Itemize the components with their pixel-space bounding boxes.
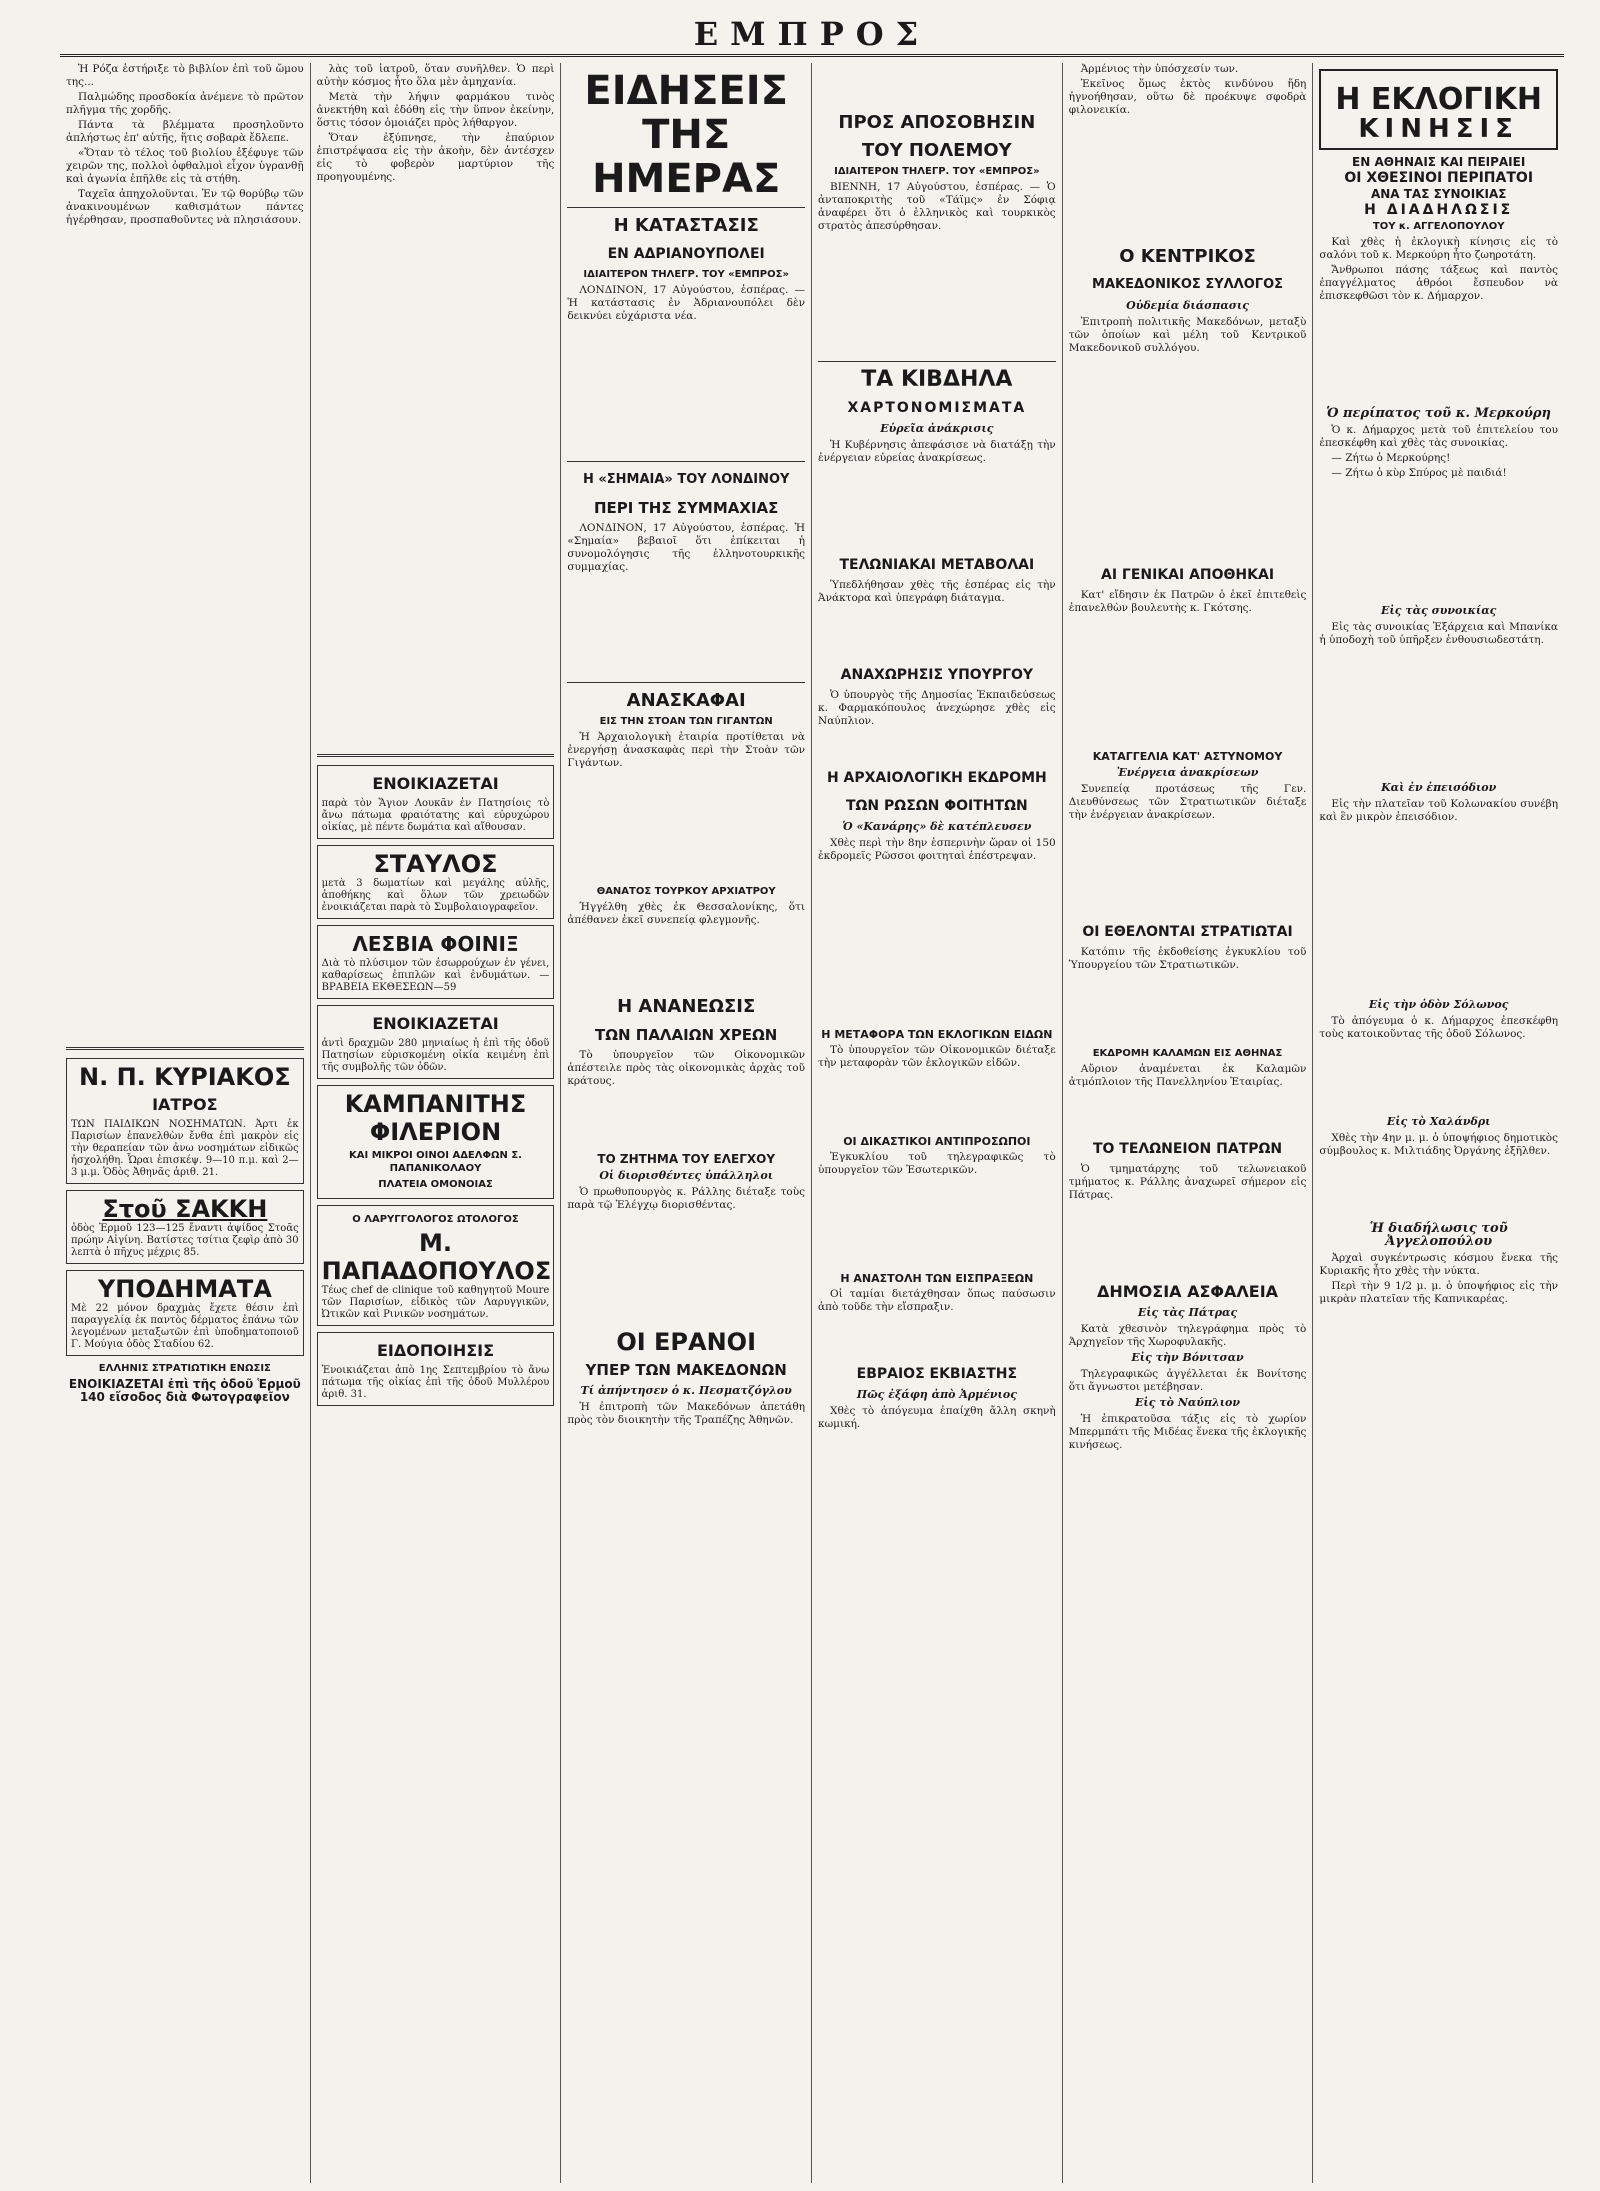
section-heading: ΤΟ ΖΗΤΗΜΑ ΤΟΥ ΕΛΕΓΧΟΥ (597, 1152, 776, 1166)
section-subheading: Εἰς τὰς συνοικίας (1380, 604, 1497, 617)
section-heading: ΔΗΜΟΣΙΑ ΑΣΦΑΛΕΙΑ (1096, 1282, 1279, 1301)
advert-lesvia (317, 925, 555, 999)
article-paragraph: Ὑπεδλήθησαν χθὲς τῆς ἐσπέρας εἰς τὴν Ἀνάκτορα καὶ ὑπεγράφη διάταγμα. (818, 579, 1056, 604)
article-paragraph: Ἐπιτροπὴ πολιτικῆς Μακεδόνων, μεταξὺ τῶν ὁποίων καὶ μέλη τοῦ Κεντρικοῦ Μακεδονικοῦ συλλόγου. (1068, 316, 1307, 354)
article-paragraph: Εἰς τὰς συνοικίας Ἐξάρχεια καὶ Μπανίκα ἡ ὑποδοχὴ τοῦ ὑπῆρξεν ἐνθουσιωδεστάτη. (1319, 621, 1559, 646)
section-heading: ΤΑ ΚΙΒΔΗΛΑ (861, 367, 1013, 392)
article-paragraph: Ἡ Ρόζα ἐστήριξε τὸ βιβλίον ἐπὶ τοῦ ὤμου της... (66, 63, 304, 88)
advert-body: μετὰ 3 δωματίων καὶ μεγάλης αὐλῆς, ἀποθήκης καὶ ὅλων τῶν χρειωδῶν ἐνοικιάζεται παρὰ τὸ Συμβολαιογραφεῖον. (321, 878, 550, 913)
column-3 (561, 63, 812, 2183)
section-heading: Η ΚΑΤΑΣΤΑΣΙΣ (613, 215, 759, 236)
article-paragraph: Κατὰ χθεσινὸν τηλεγράφημα πρὸς τὸ Ἀρχηγεῖον τῆς Χωροφυλακῆς. (1068, 1323, 1307, 1348)
advert-body: παρὰ τὸν Ἅγιον Λουκᾶν ἐν Πατησίοις τὸ ἄνω πάτωμα φραιότατης καὶ εὐρυχώρου οἰκίας, μὲ πέντε δωμάτια καὶ αἴθουσαν. (321, 798, 550, 833)
column-6 (1313, 63, 1564, 2183)
advert-title: ΥΠΟΔΗΜΑΤΑ (97, 1275, 272, 1303)
section-heading: ΕΒΡΑΙΟΣ ΕΚΒΙΑΣΤΗΣ (856, 1366, 1018, 1382)
article-paragraph: Ἡ ἐπικρατοῦσα τάξις εἰς τὸ χωρίον Μπερμπάτι τῆς Μιδέας ἕνεκα τῆς ἐκλογικῆς κινήσεως. (1068, 1413, 1307, 1451)
advert-rent-1 (317, 765, 555, 839)
section-heading: Η ΜΕΤΑΦΟΡΑ ΤΩΝ ΕΚΛΟΓΙΚΩΝ ΕΙΔΩΝ (821, 1028, 1053, 1041)
section-subheading: Ἐνέργεια ἀνακρίσεων (1116, 766, 1259, 779)
section-subheading: Ἡ διαδήλωσις τοῦ Ἀγγελοπούλου (1369, 1221, 1508, 1249)
article-paragraph: Τὸ ὑπουργεῖον τῶν Οἰκονομικῶν διέταξε τὴν μεταφορὰν τῶν ἐκλογικῶν εἰδῶν. (818, 1044, 1056, 1069)
section-subheading: Εἰς τὴν ὁδὸν Σόλωνος (1368, 998, 1509, 1011)
section-subheading: Ὁ «Κανάρης» δὲ κατέπλευσεν (842, 820, 1032, 833)
advert-body: ὁδὸς Ἑρμοῦ 123—125 ἔναντι ἀψίδος Στοᾶς πρώην Αἰγίνη. Βατίστες τσίτια ζεφὶρ ἀπὸ 30 λεπτὰ ὁ πῆχυς μέχρις 85. (71, 1223, 299, 1258)
article-text-block (1069, 824, 1307, 914)
section-heading: ΑΝΑΧΩΡΗΣΙΣ ΥΠΟΥΡΓΟΥ (840, 667, 1034, 683)
advert-rent-2 (317, 1005, 555, 1079)
section-subheading: ΕΝ ΑΔΡΙΑΝΟΥΠΟΛΕΙ (607, 246, 765, 262)
section-subheading: Εἰς τὸ Χαλάνδρι (1386, 1115, 1491, 1128)
article-paragraph: Χθὲς περὶ τὴν 8ην ἑσπερινὴν ὥραν οἱ 150 ἐκδρομεῖς Ρῶσσοι φοιτηταὶ ἐπέστρεψαν. (818, 837, 1056, 862)
section-subheading: ΕΝ ΑΘΗΝΑΙΣ ΚΑΙ ΠΕΙΡΑΙΕΙ (1352, 155, 1526, 169)
election-header-box (1319, 69, 1558, 150)
advert-title: Ν. Π. ΚΥΡΙΑΚΟΣ (79, 1063, 291, 1091)
advert-title: Στοῦ ΣΑΚΚΗ (102, 1195, 268, 1223)
section-subheading: ΤΟΥ ΠΟΛΕΜΟΥ (861, 140, 1012, 161)
section-subheading: ΠΕΡΙ ΤΗΣ ΣΥΜΜΑΧΙΑΣ (593, 499, 779, 517)
article-paragraph: Ὁ πρωθυπουργὸς κ. Ράλλης διέταξε τοὺς παρὰ τῷ Ἐλέγχῳ διορισθέντας. (567, 1186, 806, 1211)
section-subheading: Τί ἀπήντησεν ὁ κ. Πεσματζόγλου (580, 1384, 792, 1397)
article-text-block (818, 1072, 1056, 1132)
article-paragraph: Οἱ ταμίαι διετάχθησαν ὅπως παύσωσιν ἀπὸ τοῦδε τὴν εἴσπραξιν. (818, 1288, 1056, 1313)
section-subheading: ΧΑΡΤΟΝΟΜΙΣΜΑΤΑ (847, 400, 1027, 416)
section-subheading: Εἰς τὴν Βόνιτσαν (1131, 1351, 1244, 1364)
article-text-block (1319, 1043, 1558, 1113)
advert-shoes (66, 1270, 304, 1356)
advert-stable (317, 845, 555, 919)
section-heading: Η ΑΡΧΑΙΟΛΟΓΙΚΗ ΕΚΔΡΟΜΗ (826, 770, 1047, 786)
article-paragraph: Περὶ τὴν 9 1/2 μ. μ. ὁ ὑποψήφιος εἰς τὴν μικρὰν πλατεῖαν τῆς Καπνικαρέας. (1319, 1280, 1559, 1305)
article-paragraph: Κατ' εἴδησιν ἐκ Πατρῶν ὁ ἐκεῖ ἐπιτεθεὶς ἐπανελθὼν βουλευτὴς κ. Γκότσης. (1068, 589, 1307, 614)
advert-body: Διὰ τὸ πλύσιμον τῶν ἐσωρρούχων ἐν γένει, καθαρίσεως ἐπιπλῶν καὶ ἐνδυμάτων. —ΒΡΑΒΕΙΑ ΕΚΘΕΣΕΩΝ—59 (321, 958, 550, 993)
article-paragraph: Ὁ τμηματάρχης τοῦ τελωνειακοῦ τμήματος κ. Ράλλης ἀναχωρεῖ σήμερον εἰς Πάτρας. (1068, 1163, 1307, 1201)
article-text-block (818, 235, 1056, 355)
article-text-block (567, 576, 805, 676)
article-text-block (567, 1090, 805, 1150)
advert-title: ΕΙΔΟΠΟΙΗΣΙΣ (377, 1341, 495, 1360)
section-heading: ΑΝΑΣΚΑΦΑΙ (626, 690, 746, 711)
section-heading: ΟΙ ΕΘΕΛΟΝΤΑΙ ΣΤΡΑΤΙΩΤΑΙ (1082, 924, 1293, 940)
column-1 (60, 63, 311, 2183)
article-text-block (818, 1179, 1056, 1269)
article-text-block (818, 865, 1056, 1025)
article-paragraph: Εἰς τὴν πλατεῖαν τοῦ Κολωνακίου συνέβη καὶ ἓν μικρὸν ἐπεισόδιον. (1319, 798, 1559, 823)
article-paragraph: Ταχεῖα ἀπηχολοῦνται. Ἐν τῷ θορύβῳ τῶν ἀνακινουμένων καθισμάτων πάντες ἠγέρθησαν, προσπαθοῦντες νὰ πλησιάσουν. (66, 188, 304, 226)
section-subheading: ΜΑΚΕΔΟΝΙΚΟΣ ΣΥΛΛΟΓΟΣ (1092, 277, 1284, 292)
serial-text-block (317, 186, 555, 746)
advert-sakkis (66, 1190, 304, 1264)
advert-subtitle: Ο ΛΑΡΥΓΓΟΛΟΓΟΣ ΩΤΟΛΟΓΟΣ (352, 1214, 519, 1225)
article-paragraph: Ἡ Ἀρχαιολογικὴ ἑταιρία προτίθεται νὰ ἐνεργήσῃ ἀνασκαφὰς περὶ τὴν Στοὰν τῶν Γιγάντων. (567, 731, 806, 769)
section-title: Η ΕΚΛΟΓΙΚΗ (1335, 82, 1543, 117)
article-paragraph: Κατόπιν τῆς ἐκδοθείσης ἐγκυκλίου τοῦ Ὑπουργείου τῶν Στρατιωτικῶν. (1068, 946, 1307, 971)
article-paragraph: «Ὅταν τὸ τέλος τοῦ βιολίου ἐξέφυγε τῶν χειρῶν της, πολλοὶ ὀφθαλμοὶ εἶχον ὑγρανθῇ καὶ ἀγωνία ἐπῆλθε εἰς τὰ στήθη. (66, 147, 304, 185)
article-paragraph: — Ζήτω ὁ κὺρ Σπύρος μὲ παιδιά! (1331, 467, 1507, 479)
article-text-block (1319, 649, 1558, 779)
article-text-block (567, 325, 805, 455)
section-heading: ΤΕΛΩΝΙΑΚΑΙ ΜΕΤΑΒΟΛΑΙ (839, 557, 1035, 573)
article-paragraph: Καὶ χθὲς ἡ ἐκλογικὴ κίνησις εἰς τὸ σαλόνι τοῦ κ. Μερκούρη ἦτο ζωηροτάτη. (1319, 236, 1559, 261)
article-paragraph: Ὁ ὑπουργὸς τῆς Δημοσίας Ἐκπαιδεύσεως κ. Φαρμακόπουλος ἀνεχώρησε χθὲς εἰς Ναύπλιον. (818, 689, 1056, 727)
article-paragraph: Χθὲς τὴν 4ην μ. μ. ὁ ὑποψήφιος δημοτικὸς σύμβουλος κ. Μιλτιάδης Ὀργάνης ἐξῆλθεν. (1319, 1132, 1559, 1157)
divider (818, 361, 1056, 362)
article-paragraph: Χθὲς τὸ ἀπόγευμα ἐπαίχθη ἄλλη σκηνὴ κωμική. (818, 1405, 1056, 1430)
article-paragraph: Μετὰ τὴν λήψιν φαρμάκου τινὸς ἀνεκτήθη καὶ ἐδόθη εἰς τὴν ὕπνον ἐκείνην, ὅστις τόσον ὁμοιάζει πρὸς λήθαργον. (316, 91, 555, 129)
advert-title: ΕΝΟΙΚΙΑΖΕΤΑΙ (372, 1014, 499, 1033)
article-text-block (1069, 119, 1307, 239)
article-text-block (1069, 617, 1307, 747)
article-paragraph: ΛΟΝΔΙΝΟΝ, 17 Αὐγούστου, ἐσπέρας. — Ἡ κατάστασις ἐν Ἀδριανουπόλει δὲν δεικνύει εὐχάριστα νέα. (567, 284, 806, 322)
advert-title: ΕΛΛΗΝΙΣ ΣΤΡΑΤΙΩΤΙΚΗ ΕΝΩΣΙΣ (98, 1363, 271, 1374)
article-paragraph: Ἀρχαὶ συγκέντρωσις κόσμου ἔνεκα τῆς Κυριακῆς ἦτο χθὲς τὴν νύκτα. (1319, 1252, 1559, 1277)
section-heading: ΠΡΟΣ ΑΠΟΣΟΒΗΣΙΝ (838, 112, 1036, 133)
article-text-block (1319, 826, 1558, 996)
section-subheading: Η ΔΙΑΔΗΛΩΣΙΣ (1364, 202, 1514, 218)
section-subheading: ΥΠΕΡ ΤΩΝ ΜΑΚΕΔΟΝΩΝ (585, 1361, 787, 1379)
masthead: ΕΜΠΡΟΣ (60, 14, 1564, 57)
article-text-block (818, 730, 1056, 760)
article-text-block (567, 929, 805, 989)
advert-title: Μ. ΠΑΠΑΔΟΠΟΥΛΟΣ (321, 1229, 552, 1285)
section-heading: ΤΟ ΤΕΛΩΝΕΙΟΝ ΠΑΤΡΩΝ (1092, 1141, 1283, 1157)
article-paragraph: Τηλεγραφικῶς ἀγγέλλεται ἐκ Βονίτσης ὅτι ἄγνωστοι μετέβησαν. (1068, 1368, 1307, 1393)
section-heading: Ο ΚΕΝΤΡΙΚΟΣ (1119, 246, 1256, 267)
article-paragraph: ΛΟΝΔΙΝΟΝ, 17 Αὐγούστου, ἐσπέρας. Ἡ «Σημαία» βεβαιοῖ ὅτι ἐπίκειται ἡ συνομολόγησις τῆς ἑλληνοτουρκικῆς συμμαχίας. (567, 522, 806, 573)
column-2 (311, 63, 562, 2183)
section-subheading: Οἱ διορισθέντες ὑπάλληλοι (599, 1169, 774, 1182)
article-paragraph: Ἐκεῖνος ὅμως ἐκτὸς κινδύνου ἤδη ἠγνοήθησαν, οὕτω δὲ προέκυψε σφοδρὰ φιλονεικία. (1068, 78, 1307, 116)
article-text-block (818, 1316, 1056, 1356)
section-title: ΚΙΝΗΣΙΣ (1358, 114, 1519, 144)
advert-body: ἀντὶ δραχμῶν 280 μηνιαίως ἡ ἐπὶ τῆς ὁδοῦ Πατησίων εὑρισκομένη οἰκία κειμένη ἐπὶ τῆς συμβολῆς τῶν ὁδῶν. (321, 1038, 550, 1073)
divider (317, 754, 555, 757)
article-paragraph: Πάντα τὰ βλέμματα προσηλοῦντο ἀπλήστως ἐπ' αὐτῆς, ἥτις σοβαρὰ ἔδλεπε. (66, 119, 304, 144)
article-text-block (1319, 482, 1558, 602)
article-text-block (1069, 1204, 1307, 1274)
section-subheading: ΟΙ ΧΘΕΣΙΝΟΙ ΠΕΡΙΠΑΤΟΙ (1344, 170, 1534, 186)
article-text-block (1069, 357, 1307, 557)
advert-papadopoulos (317, 1205, 555, 1326)
advert-body: Τέως chef de clinique τοῦ καθηγητοῦ Moure τῶν Παρισίων, εἰδικὸς τῶν Λαρυγγικῶν, Ὠτικῶν καὶ Ρινικῶν νοσημάτων. (321, 1285, 550, 1320)
article-text-block (818, 467, 1056, 547)
article-text-block (1319, 1160, 1558, 1220)
column-4 (812, 63, 1063, 2183)
article-paragraph: Ἠγγέλθη χθὲς ἐκ Θεσσαλονίκης, ὅτι ἀπέθανεν ἐκεῖ συνεπείᾳ φλεγμονῆς. (567, 901, 806, 926)
article-paragraph: Ἐγκυκλίου τοῦ τηλεγραφικῶς τὸ ὑπουργεῖον τῶν Ἐσωτερικῶν. (818, 1151, 1056, 1176)
section-subheading: Καὶ ἐν ἐπεισόδιον (1381, 781, 1497, 794)
article-paragraph: Συνεπείᾳ προτάσεως τῆς Γεν. Διευθύνσεως τῶν Στρατιωτικῶν διέταξε τὴν ἐνέργειαν ἀνακρίσεων. (1068, 783, 1307, 821)
advert-title: ΕΝΟΙΚΙΑΖΕΤΑΙ (372, 774, 499, 793)
advert-body: Μὲ 22 μόνον δραχμὰς ἔχετε θέσιν ἐπὶ παραγγελίᾳ ἐκ παντὸς δέρματος ἐπάνω τῶν λεγομένων μεταξωτῶν ἐπὶ ὑποδηματοποιοῦ Γ. Μούγια ὁδὸς Σταδίου 62. (71, 1303, 299, 1350)
article-paragraph: Παλμώδης προσδοκία ἀνέμενε τὸ πρῶτον πλῆγμα τῆς χορδῆς. (66, 91, 304, 116)
section-subheading: Πῶς ἐξάφη ἀπὸ Ἀρμένιος (856, 1388, 1017, 1401)
advert-title: ΛΕΣΒΙΑ ΦΟΙΝΙΞ (352, 932, 519, 956)
section-subheading: ΑΝΑ ΤΑΣ ΣΥΝΟΙΚΙΑΣ (1370, 187, 1507, 201)
page-title: ΕΙΔΗΣΕΙΣ ΤΗΣ ΗΜΕΡΑΣ (584, 68, 788, 202)
section-subheading: Εὑρεῖα ἀνάκρισις (880, 422, 994, 435)
advert-body: ΤΩΝ ΠΑΙΔΙΚΩΝ ΝΟΣΗΜΑΤΩΝ. Ἀρτι ἐκ Παρισίων ἐπανελθὼν ἔνθα ἐπὶ μακρὸν εἰς τὴν θεραπείαν τῶν ἀνω νοσημάτων εἰδικῶς ἠσχολήθη. Ὧραι ἐπισκέψ. 9—10 π.μ. καὶ 2—3 μ.μ. Ὁδὸς Ἀθηνᾶς ἀριθ. 21. (71, 1119, 299, 1178)
section-heading: Η ΑΝΑΣΤΟΛΗ ΤΩΝ ΕΙΣΠΡΑΞΕΩΝ (840, 1272, 1034, 1285)
article-paragraph: Ἀρμένιος τὴν ὑπόσχεσίν των. (1080, 63, 1239, 75)
article-text-block (567, 1214, 805, 1324)
advert-title: ΚΑΜΠΑΝΙΤΗΣ ΦΙΛΕΡΙΟΝ (344, 1090, 527, 1146)
section-subheading: Εἰς τὰς Πάτρας (1137, 1306, 1238, 1319)
section-subheading: ΤΟΥ κ. ΑΓΓΕΛΟΠΟΥΛΟΥ (1372, 221, 1505, 232)
section-subheading: Ὁ περίπατος τοῦ κ. Μερκούρη (1326, 406, 1551, 421)
divider (567, 461, 805, 462)
serial-text-block (66, 229, 304, 1039)
article-paragraph: Ἡ ἐπιτροπὴ τῶν Μακεδόνων ἀπετάθη πρὸς τὸν διοικητὴν τῆς Τραπέζης Ἀθηνῶν. (567, 1401, 806, 1426)
article-text-block (1319, 305, 1558, 405)
advert-location: ΠΛΑΤΕΙΑ ΟΜΟΝΟΙΑΣ (378, 1179, 493, 1190)
article-paragraph: Ἡ Κυβέρνησις ἀπεφάσισε νὰ διατάξῃ τὴν ἐνέργειαν εὐρείας ἀνακρίσεως. (818, 439, 1056, 464)
section-heading: ΟΙ ΕΡΑΝΟΙ (616, 1328, 757, 1356)
section-heading: ΑΙ ΓΕΝΙΚΑΙ ΑΠΟΘΗΚΑΙ (1100, 567, 1275, 583)
section-subheading: Οὐδεμία διάσπασις (1126, 299, 1249, 312)
article-paragraph: Αὔριον ἀναμένεται ἐκ Καλαμῶν ἀτμόπλοιον τῆς Πανελληνίου Ἑταιρίας. (1068, 1063, 1307, 1088)
columns (60, 63, 1564, 2183)
section-heading: ΚΑΤΑΓΓΕΛΙΑ ΚΑΤ' ΑΣΤΥΝΟΜΟΥ (1092, 750, 1283, 763)
article-paragraph: — Ζήτω ὁ Μερκούρης! (1331, 452, 1451, 464)
section-heading: Η «ΣΗΜΑΙΑ» ΤΟΥ ΛΟΝΔΙΝΟΥ (582, 472, 790, 487)
article-text-block (567, 772, 805, 882)
advert-title: ΣΤΑΥΛΟΣ (373, 850, 498, 878)
section-subheading: ΤΩΝ ΠΑΛΑΙΩΝ ΧΡΕΩΝ (595, 1026, 778, 1044)
section-subheading: Εἰς τὸ Ναύπλιον (1135, 1396, 1241, 1409)
article-paragraph: Ὅταν ἐξύπνησε, τὴν ἐπαύριον ἐπιστρέψασα εἰς τὴν ἀκοὴν, δὲν ἀντέσχεν εἰς τὸ φοβερὸν μαρτύριον τῆς προηγουμένης. (316, 132, 555, 183)
advert-kyriakos (66, 1058, 304, 1184)
section-heading: ΟΙ ΔΙΚΑΣΤΙΚΟΙ ΑΝΤΙΠΡΟΣΩΠΟΙ (843, 1135, 1031, 1148)
article-paragraph: Ἄνθρωποι πάσης τάξεως καὶ παντὸς ἐπαγγέλματος ἀθρόοι ἔσπευδον νὰ ἐπισκεφθῶσι τὸν κ. Δήμαρχον. (1319, 264, 1559, 302)
divider (567, 682, 805, 683)
article-paragraph: Τὸ ὑπουργεῖον τῶν Οἰκονομικῶν ἀπέστειλε πρὸς τὰς οἰκονομικὰς ἀρχὰς τοῦ κράτους. (567, 1049, 806, 1087)
advert-title: ΕΝΟΙΚΙΑΖΕΤΑΙ ἐπὶ τῆς ὁδοῦ Ἑρμοῦ 140 εἴσοδος διὰ Φωτογραφεῖον (68, 1377, 301, 1404)
wire-label: ΙΔΙΑΙΤΕΡΟΝ ΤΗΛΕΓΡ. ΤΟΥ «ΕΜΠΡΟΣ» (583, 269, 789, 280)
article-paragraph: ΒΙΕΝΝΗ, 17 Αὐγούστου, ἐσπέρας. — Ὁ ἀνταποκριτὴς τοῦ «Τάϊμς» ἐν Σόφιᾳ ἀναφέρει ὅτι ὁ ἑλληνικὸς καὶ τουρκικὸς στρατὸς ἀπεσύρθησαν. (818, 181, 1056, 232)
article-paragraph: Τὸ ἀπόγευμα ὁ κ. Δήμαρχος ἐπεσκέφθη τοὺς κατοικοῦντας τῆς ὁδοῦ Σόλωνος. (1319, 1015, 1559, 1040)
section-subheading: ΤΩΝ ΡΩΣΩΝ ΦΟΙΤΗΤΩΝ (845, 798, 1028, 814)
advert-body: Ἐνοικιάζεται ἀπὸ 1ης Σεπτεμβρίου τὸ ἄνω πάτωμα τῆς οἰκίας ἐπὶ τῆς ὁδοῦ Μυλλέρου ἀριθ. 31. (321, 1365, 550, 1400)
advert-kampanitis (317, 1085, 555, 1199)
section-subheading: ΕΙΣ ΤΗΝ ΣΤΟΑΝ ΤΩΝ ΓΙΓΑΝΤΩΝ (599, 716, 773, 727)
article-text-block (1069, 974, 1307, 1044)
section-heading: Η ΑΝΑΝΕΩΣΙΣ (617, 996, 756, 1017)
advert-notice (317, 1332, 555, 1406)
article-text-block (1069, 1091, 1307, 1131)
column-5 (1063, 63, 1314, 2183)
advert-subtitle: ΚΑΙ ΜΙΚΡΟΙ ΟΙΝΟΙ ΑΔΕΛΦΩΝ Σ. ΠΑΠΑΝΙΚΟΛΑΟΥ (349, 1150, 522, 1174)
advert-subtitle: ΙΑΤΡΟΣ (152, 1095, 218, 1114)
section-heading: ΘΑΝΑΤΟΣ ΤΟΥΡΚΟΥ ΑΡΧΙΑΤΡΟΥ (596, 886, 776, 897)
section-heading: ΕΚΔΡΟΜΗ ΚΑΛΑΜΩΝ ΕΙΣ ΑΘΗΝΑΣ (1092, 1048, 1283, 1059)
article-paragraph: λὰς τοῦ ἰατροῦ, ὅταν συνῆλθεν. Ὁ περὶ αὐτὴν κόσμος ἦτο ὅλα μὲν ἀμηχανία. (316, 63, 555, 88)
divider (567, 207, 805, 208)
divider (66, 1047, 304, 1050)
article-text-block (818, 607, 1056, 657)
wire-label: ΙΔΙΑΙΤΕΡΟΝ ΤΗΛΕΓΡ. ΤΟΥ «ΕΜΠΡΟΣ» (834, 166, 1040, 177)
article-paragraph: Ὁ κ. Δήμαρχος μετὰ τοῦ ἐπιτελείου του ἐπεσκέφθη καὶ χθὲς τὰς συνοικίας. (1319, 424, 1559, 449)
